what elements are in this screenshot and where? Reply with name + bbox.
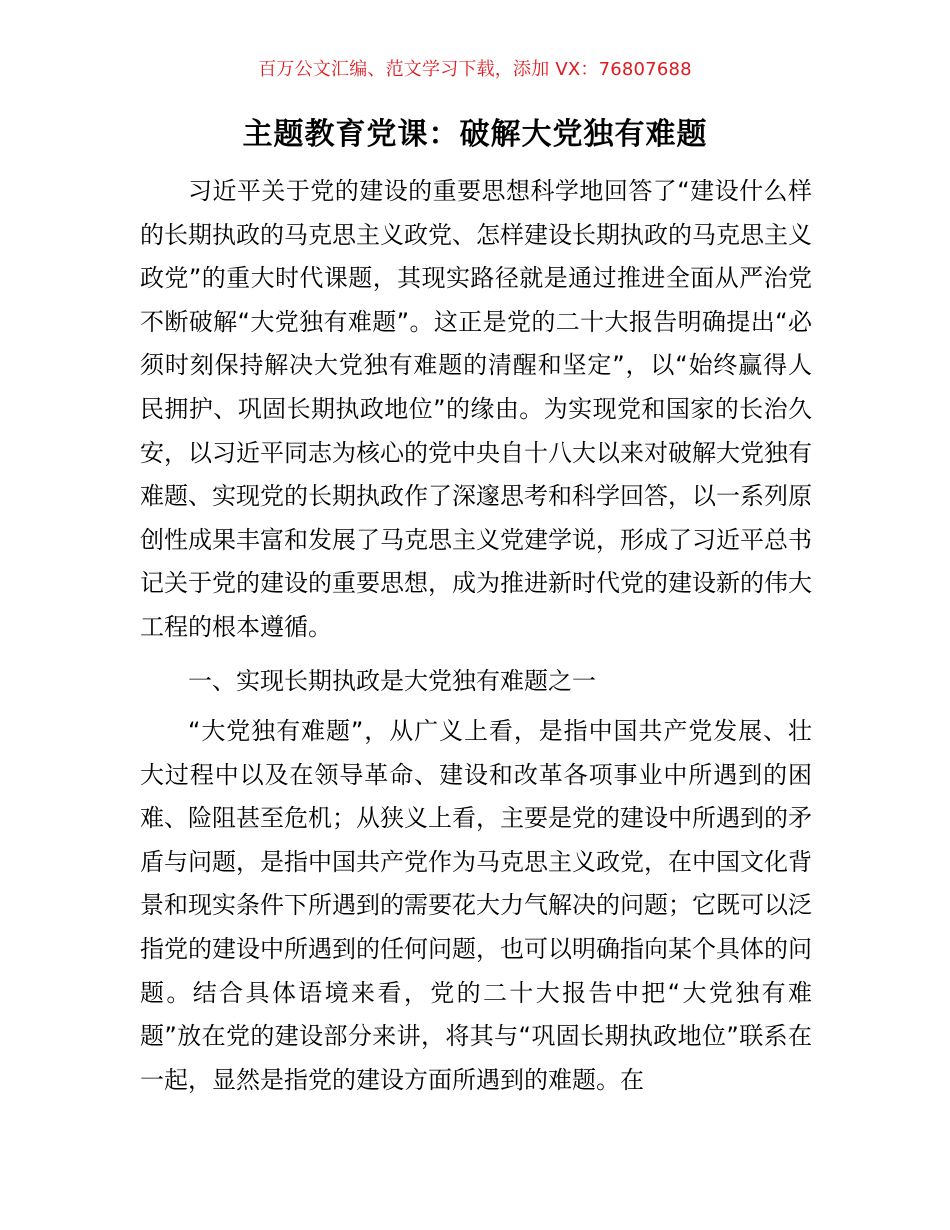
header-watermark-note: 百万公文汇编、范文学习下载，添加 VX：76807688	[258, 59, 692, 80]
paragraph-intro: 习近平关于党的建设的重要思想科学地回答了“建设什么样的长期执政的马克思主义政党、怎样建设长期执政的马克思主义政党”的重大时代课题，其现实路径就是通过推进全面从严治党不断破解“大党独有难题”。这正是党的二十大报告明确提出“必须时刻保持解决大党独有难题的清醒和坚定”，以“始终赢得人民拥护、巩固长期执政地位”的缘由。为实现党和国家的长治久安，以习近平同志为核心的党中央自十八大以来对破解大党独有难题、实现党的长期执政作了深邃思考和科学回答，以一系列原创性成果丰富和发展了马克思主义党建学说，形成了习近平总书记关于党的建设的重要思想，成为推进新时代党的建设新的伟大工程的根本遵循。	[140, 177, 812, 641]
paragraph-section-one: “大党独有难题”，从广义上看，是指中国共产党发展、壮大过程中以及在领导革命、建设和改革各项事业中所遇到的困难、险阻甚至危机；从狭义上看，主要是党的建设中所遇到的矛盾与问题，是指中国共产党作为马克思主义政党，在中国文化背景和现实条件下所遇到的需要花大力气解决的问题；它既可以泛指党的建设中所遇到的任何问题，也可以明确指向某个具体的问题。结合具体语境来看，党的二十大报告中把“大党独有难题”放在党的建设部分来讲，将其与“巩固长期执政地位”联系在一起，显然是指党的建设方面所遇到的难题。在	[140, 717, 812, 1094]
section-heading: 一、实现长期执政是大党独有难题之一	[188, 667, 596, 695]
page-title: 主题教育党课：破解大党独有难题	[242, 117, 708, 152]
